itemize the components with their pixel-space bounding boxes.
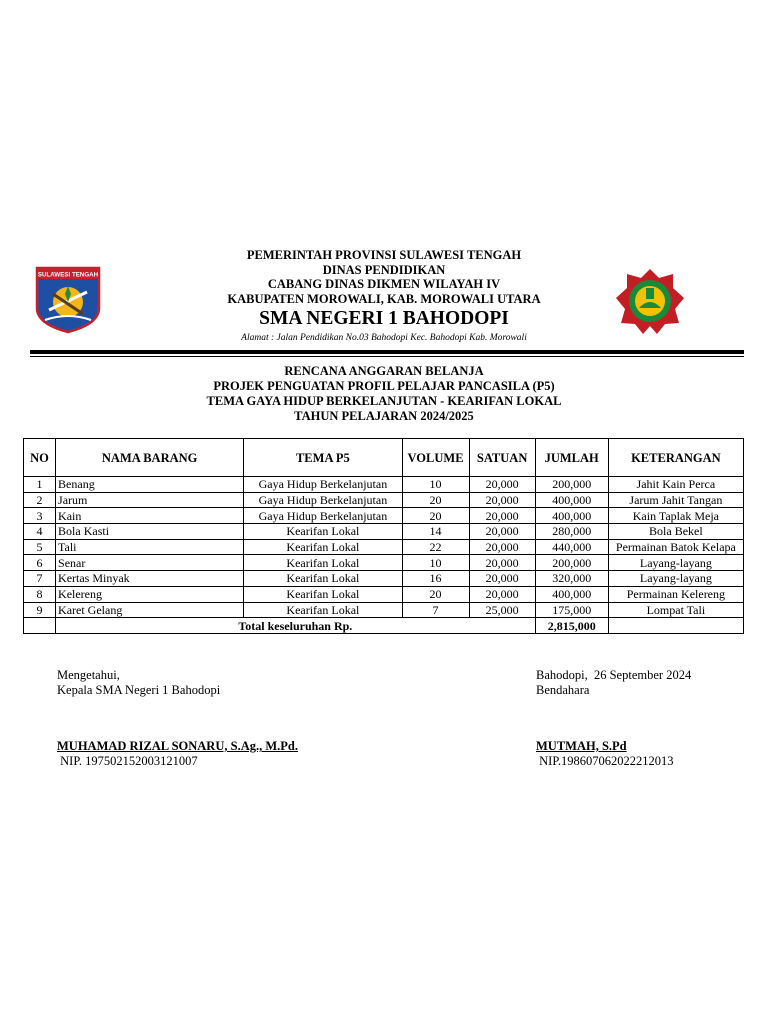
table-row: [24, 586, 744, 602]
logo-ribbon-text: SULAWESI TENGAH: [37, 271, 99, 279]
treasurer-name: MUTMAH, S.Pd: [536, 739, 627, 753]
cell-theme: Kearifan Lokal: [244, 539, 402, 555]
principal-name: MUHAMAD RIZAL SONARU, S.Ag., M.Pd.: [57, 739, 298, 753]
place-date: Bahodopi, 26 September 2024: [536, 668, 692, 682]
column-header: SATUAN: [469, 439, 535, 477]
cell-theme: Gaya Hidup Berkelanjutan: [244, 508, 402, 524]
cell-amount: 175,000: [535, 602, 608, 618]
cell-amount: 320,000: [535, 571, 608, 587]
cell-amount: 280,000: [535, 524, 608, 540]
cell-no: 5: [24, 539, 56, 555]
cell-amount: 400,000: [535, 586, 608, 602]
title-line-4: TAHUN PELAJARAN 2024/2025: [294, 409, 474, 423]
cell-item-name: Kelereng: [56, 586, 244, 602]
cell-volume: 20: [402, 586, 469, 602]
column-header: TEMA P5: [244, 439, 402, 477]
cell-no: 2: [24, 492, 56, 508]
cell-theme: Kearifan Lokal: [244, 524, 402, 540]
letterhead-divider-thin: [30, 356, 744, 357]
cell-item-name: Karet Gelang: [56, 602, 244, 618]
table-row: [24, 477, 744, 493]
cell-amount: 200,000: [535, 555, 608, 571]
table-row: [24, 492, 744, 508]
cell-amount: 440,000: [535, 539, 608, 555]
treasurer-title: Bendahara: [536, 682, 590, 697]
column-header: JUMLAH: [535, 439, 608, 477]
cell-amount: 400,000: [535, 508, 608, 524]
table-header-row: [24, 439, 744, 477]
principal-nip: NIP. 197502152003121007: [57, 753, 198, 768]
table-row: [24, 571, 744, 587]
cell-volume: 20: [402, 492, 469, 508]
signature-left: [57, 668, 298, 768]
table-row: [24, 555, 744, 571]
cell-no: 8: [24, 586, 56, 602]
cell-no: 9: [24, 602, 56, 618]
cell-volume: 22: [402, 539, 469, 555]
cell-unit-price: 20,000: [469, 508, 535, 524]
title-line-2: PROJEK PENGUATAN PROFIL PELAJAR PANCASILA (P5): [213, 379, 555, 393]
letterhead: [0, 248, 768, 345]
cell-note: Layang-layang: [608, 571, 743, 587]
letterhead-line-3: CABANG DINAS DIKMEN WILAYAH IV: [267, 277, 501, 292]
cell-volume: 7: [402, 602, 469, 618]
letterhead-line-4: KABUPATEN MOROWALI, KAB. MOROWALI UTARA: [227, 291, 541, 306]
cell-note: Layang-layang: [608, 555, 743, 571]
cell-volume: 20: [402, 508, 469, 524]
cell-theme: Kearifan Lokal: [244, 555, 402, 571]
column-header: NO: [24, 439, 56, 477]
cell-volume: 14: [402, 524, 469, 540]
column-header: KETERANGAN: [608, 439, 743, 477]
cell-note: Bola Bekel: [608, 524, 743, 540]
cell-unit-price: 20,000: [469, 492, 535, 508]
cell-unit-price: 20,000: [469, 586, 535, 602]
cell-unit-price: 20,000: [469, 477, 535, 493]
cell-item-name: Jarum: [56, 492, 244, 508]
letterhead-line-2: DINAS PENDIDIKAN: [322, 262, 446, 277]
cell-volume: 10: [402, 555, 469, 571]
table-row: [24, 602, 744, 618]
cell-note: Kain Taplak Meja: [608, 508, 743, 524]
cell-theme: Kearifan Lokal: [244, 586, 402, 602]
cell-unit-price: 25,000: [469, 602, 535, 618]
budget-table: [23, 438, 744, 634]
cell-unit-price: 20,000: [469, 524, 535, 540]
cell-item-name: Kertas Minyak: [56, 571, 244, 587]
cell-no: 4: [24, 524, 56, 540]
table-row: [24, 539, 744, 555]
cell-no: 1: [24, 477, 56, 493]
cell-unit-price: 20,000: [469, 539, 535, 555]
title-line-3: TEMA GAYA HIDUP BERKELANJUTAN - KEARIFAN LOKAL: [206, 394, 562, 408]
cell-theme: Gaya Hidup Berkelanjutan: [244, 492, 402, 508]
school-address: Alamat : Jalan Pendidikan No.03 Bahodopi Kec. Bahodopi Kab. Morowali: [241, 333, 527, 344]
cell-item-name: Bola Kasti: [56, 524, 244, 540]
column-header: VOLUME: [402, 439, 469, 477]
table-row: [24, 508, 744, 524]
cell-item-name: Kain: [56, 508, 244, 524]
letterhead-divider-thick: [30, 350, 744, 354]
school-name: SMA NEGERI 1 BAHODOPI: [259, 308, 509, 330]
table-row: [24, 524, 744, 540]
treasurer-nip: NIP.198607062022212013: [536, 753, 674, 768]
cell-unit-price: 20,000: [469, 571, 535, 587]
cell-theme: Gaya Hidup Berkelanjutan: [244, 477, 402, 493]
cell-item-name: Tali: [56, 539, 244, 555]
principal-title: Kepala SMA Negeri 1 Bahodopi: [57, 682, 221, 697]
cell-note: Jarum Jahit Tangan: [608, 492, 743, 508]
letterhead-line-1: PEMERINTAH PROVINSI SULAWESI TENGAH: [246, 248, 522, 262]
cell-no: 6: [24, 555, 56, 571]
cell-no: 3: [24, 508, 56, 524]
cell-unit-price: 20,000: [469, 555, 535, 571]
acknowledged-label: Mengetahui,: [57, 668, 120, 682]
cell-note: Permainan Batok Kelapa: [608, 539, 743, 555]
title-line-1: RENCANA ANGGARAN BELANJA: [284, 364, 484, 378]
total-value: 2,815,000: [535, 618, 608, 634]
cell-note: Lompat Tali: [608, 602, 743, 618]
column-header: NAMA BARANG: [56, 439, 244, 477]
cell-volume: 16: [402, 571, 469, 587]
cell-theme: Kearifan Lokal: [244, 571, 402, 587]
cell-item-name: Benang: [56, 477, 244, 493]
signature-right: [536, 668, 691, 768]
cell-amount: 200,000: [535, 477, 608, 493]
cell-note: Permainan Kelereng: [608, 586, 743, 602]
cell-volume: 10: [402, 477, 469, 493]
cell-item-name: Senar: [56, 555, 244, 571]
total-label: Total keseluruhan Rp.: [56, 618, 536, 634]
cell-amount: 400,000: [535, 492, 608, 508]
cell-theme: Kearifan Lokal: [244, 602, 402, 618]
cell-note: Jahit Kain Perca: [608, 477, 743, 493]
cell-no: 7: [24, 571, 56, 587]
total-row: [24, 618, 744, 634]
document-title: [0, 364, 768, 424]
